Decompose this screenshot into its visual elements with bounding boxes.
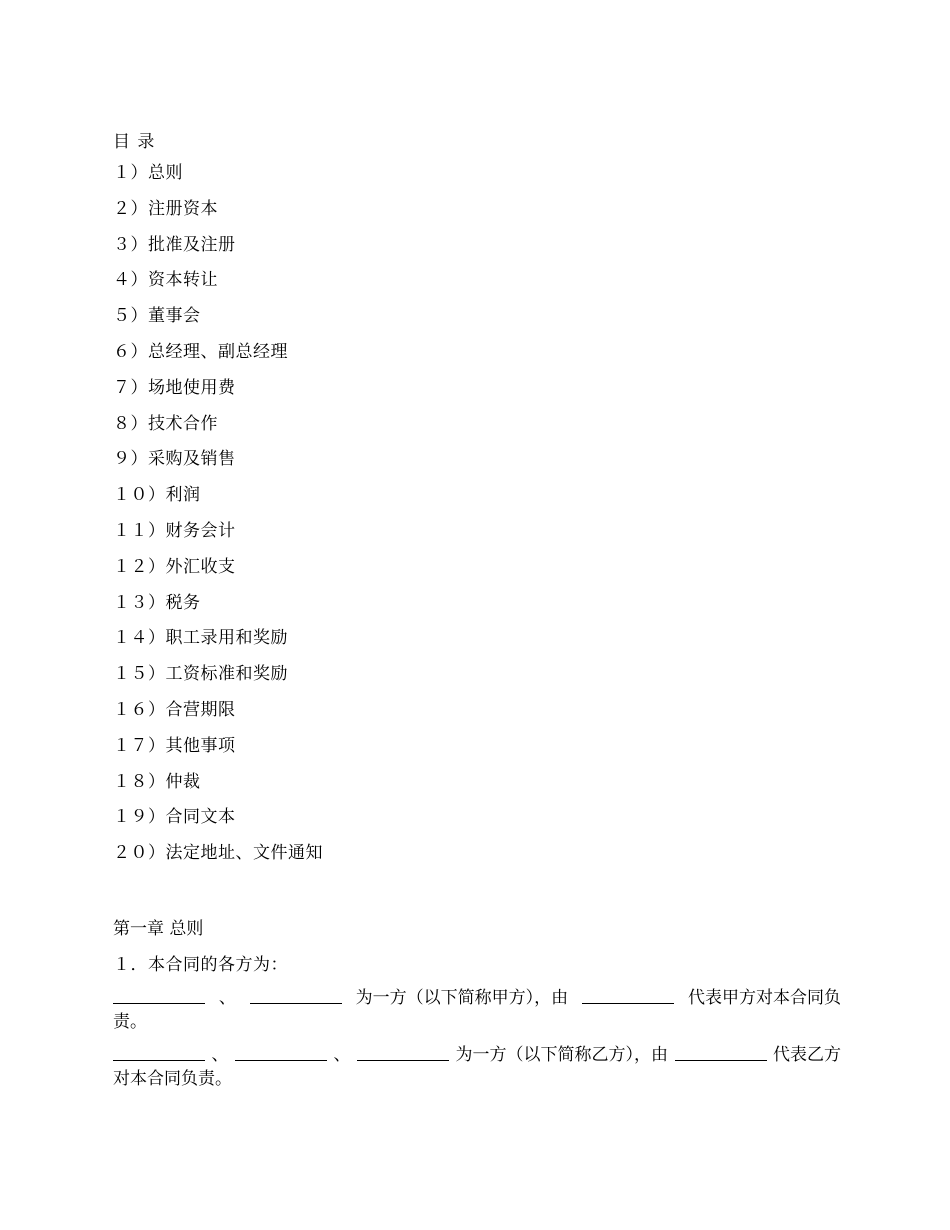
toc-item: ９）采购及销售 xyxy=(113,449,236,470)
party-a-line-1 xyxy=(113,986,841,1010)
party-b-line-1 xyxy=(113,1043,841,1067)
toc-list xyxy=(113,163,323,879)
blank-field[interactable] xyxy=(113,986,205,1004)
toc-item: １０）利润 xyxy=(113,485,201,506)
blank-field[interactable] xyxy=(113,1043,205,1061)
blank-field[interactable] xyxy=(235,1043,327,1061)
blank-field[interactable] xyxy=(250,986,342,1004)
toc-item: １１）财务会计 xyxy=(113,520,236,541)
party-a-paragraph xyxy=(113,986,841,1034)
separator: 、 xyxy=(211,1045,229,1065)
blank-field[interactable] xyxy=(675,1043,767,1061)
party-a-text: 代表甲方对本合同负 xyxy=(687,988,841,1008)
toc-item: ２０）法定地址、文件通知 xyxy=(113,843,323,864)
blank-field[interactable] xyxy=(582,986,674,1004)
toc-item: １６）合营期限 xyxy=(113,699,236,720)
clause-1-heading: １．本合同的各方为： xyxy=(113,955,288,975)
toc-item: １７）其他事项 xyxy=(113,735,236,756)
party-a-line-2: 责。 xyxy=(113,1012,147,1032)
party-b-line-2: 对本合同负责。 xyxy=(113,1069,232,1089)
toc-item: １３）税务 xyxy=(113,592,201,613)
toc-item: １）总则 xyxy=(113,163,183,183)
party-b-text: 代表乙方 xyxy=(773,1045,841,1065)
party-b-text: 为一方（以下简称乙方），由 xyxy=(455,1045,668,1065)
separator: 、 xyxy=(333,1045,351,1065)
party-b-paragraph xyxy=(113,1043,841,1091)
toc-item: ２）注册资本 xyxy=(113,198,218,219)
toc-item: ８）技术合作 xyxy=(113,413,218,434)
toc-item: ６）总经理、副总经理 xyxy=(113,341,288,362)
chapter-title: 第一章 总则 xyxy=(113,919,204,939)
toc-item: １２）外汇收支 xyxy=(113,556,236,577)
blank-field[interactable] xyxy=(357,1043,449,1061)
toc-item: ７）场地使用费 xyxy=(113,377,236,398)
separator: 、 xyxy=(218,988,236,1008)
toc-item: ３）批准及注册 xyxy=(113,234,236,255)
toc-item: １４）职工录用和奖励 xyxy=(113,628,288,649)
toc-item: １９）合同文本 xyxy=(113,807,236,828)
toc-item: ４）资本转让 xyxy=(113,270,218,291)
toc-title: 目 录 xyxy=(113,132,156,152)
toc-item: １８）仲裁 xyxy=(113,771,201,792)
toc-item: １５）工资标准和奖励 xyxy=(113,664,288,685)
party-a-text: 为一方（以下简称甲方），由 xyxy=(355,988,569,1008)
toc-item: ５）董事会 xyxy=(113,306,201,327)
